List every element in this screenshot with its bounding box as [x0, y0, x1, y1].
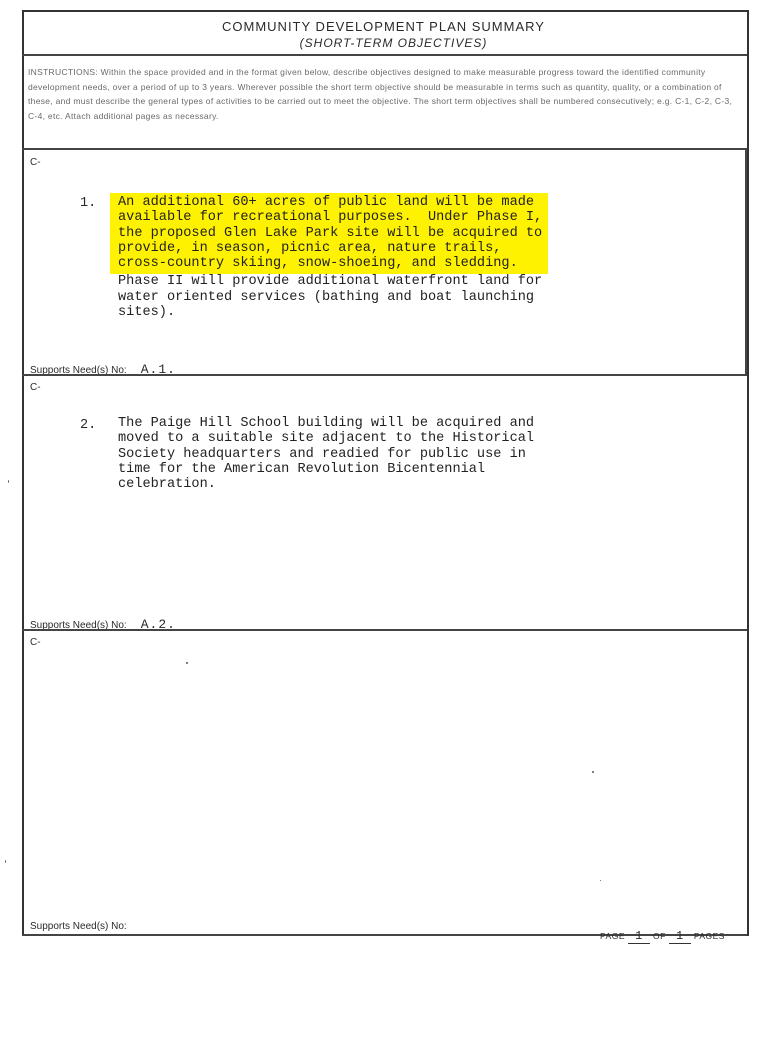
- page-indicator: [600, 929, 725, 944]
- objective-line: water oriented services (bathing and boat launching: [118, 289, 535, 305]
- pages-label: PAGES: [693, 931, 725, 941]
- objective-line: The Paige Hill School building will be acquired and: [118, 416, 535, 431]
- supports-need-label: Supports Need(s) No:: [30, 921, 127, 932]
- of-label: OF: [653, 931, 666, 941]
- supports-need-3: [30, 918, 141, 933]
- header-rule: [22, 54, 747, 56]
- section-label-1: C-: [30, 157, 41, 168]
- objective-line: cross-country skiing, snow-shoeing, and sledding.: [118, 256, 518, 272]
- objective-line: Society headquarters and readied for public use in: [118, 446, 526, 462]
- objective-line: the proposed Glen Lake Park site will be acquired to: [118, 225, 543, 241]
- page-total: 1: [669, 929, 691, 944]
- section-border: [745, 148, 747, 374]
- objective-line: sites).: [118, 305, 176, 321]
- page-number: 1: [628, 929, 650, 944]
- objective-line: moved to a suitable site adjacent to the Historical: [118, 431, 535, 447]
- objective-line: An additional 60+ acres of public land will be made: [118, 195, 535, 210]
- objective-1: [110, 193, 548, 320]
- scan-speck: [600, 880, 601, 881]
- objective-line: celebration.: [118, 477, 216, 493]
- objective-line: provide, in season, picnic area, nature trails,: [118, 240, 502, 256]
- section-rule-2: [22, 629, 747, 631]
- objective-number-2: 2.: [80, 418, 97, 433]
- objective-line: Phase II will provide additional waterfront land for: [118, 274, 543, 290]
- section-rule-1: [22, 374, 747, 376]
- section-label-2: C-: [30, 382, 41, 393]
- scan-speck: [5, 860, 6, 863]
- section-label-3: C-: [30, 637, 41, 648]
- supports-need-label: Supports Need(s) No:: [30, 365, 127, 376]
- supports-need-value: A.2.: [140, 617, 176, 632]
- objective-2: [118, 416, 534, 492]
- scan-speck: [592, 771, 594, 773]
- supports-need-value: A.1.: [140, 362, 176, 377]
- scan-speck: [186, 662, 188, 664]
- supports-need-label: Supports Need(s) No:: [30, 620, 127, 631]
- section-rule-top: [22, 148, 747, 150]
- highlighted-passage: [110, 193, 548, 274]
- form-subtitle: (SHORT-TERM OBJECTIVES): [299, 36, 488, 50]
- objective-line: time for the American Revolution Bicentennial: [118, 461, 486, 477]
- page-label: PAGE: [600, 931, 625, 941]
- scan-speck: [8, 480, 9, 483]
- instructions-text: INSTRUCTIONS: Within the space provided and in the format given below, describe objectives designed to make measurable progress toward the identified community development needs, over a period of up to 3 years. Wherever possible the short term objective should be measurable in terms such as quantity, quality, or a combination of these, and must describe the general types of activities to be carried out to meet the objective. The short term objectives shall be numbered consecutively; e.g. C-1, C-2, C-3, C-4, etc. Attach additional pages as necessary.: [28, 67, 735, 121]
- objective-line: available for recreational purposes. Under Phase I,: [118, 210, 543, 226]
- objective-number-1: 1.: [80, 196, 97, 211]
- form-title: COMMUNITY DEVELOPMENT PLAN SUMMARY: [222, 19, 545, 34]
